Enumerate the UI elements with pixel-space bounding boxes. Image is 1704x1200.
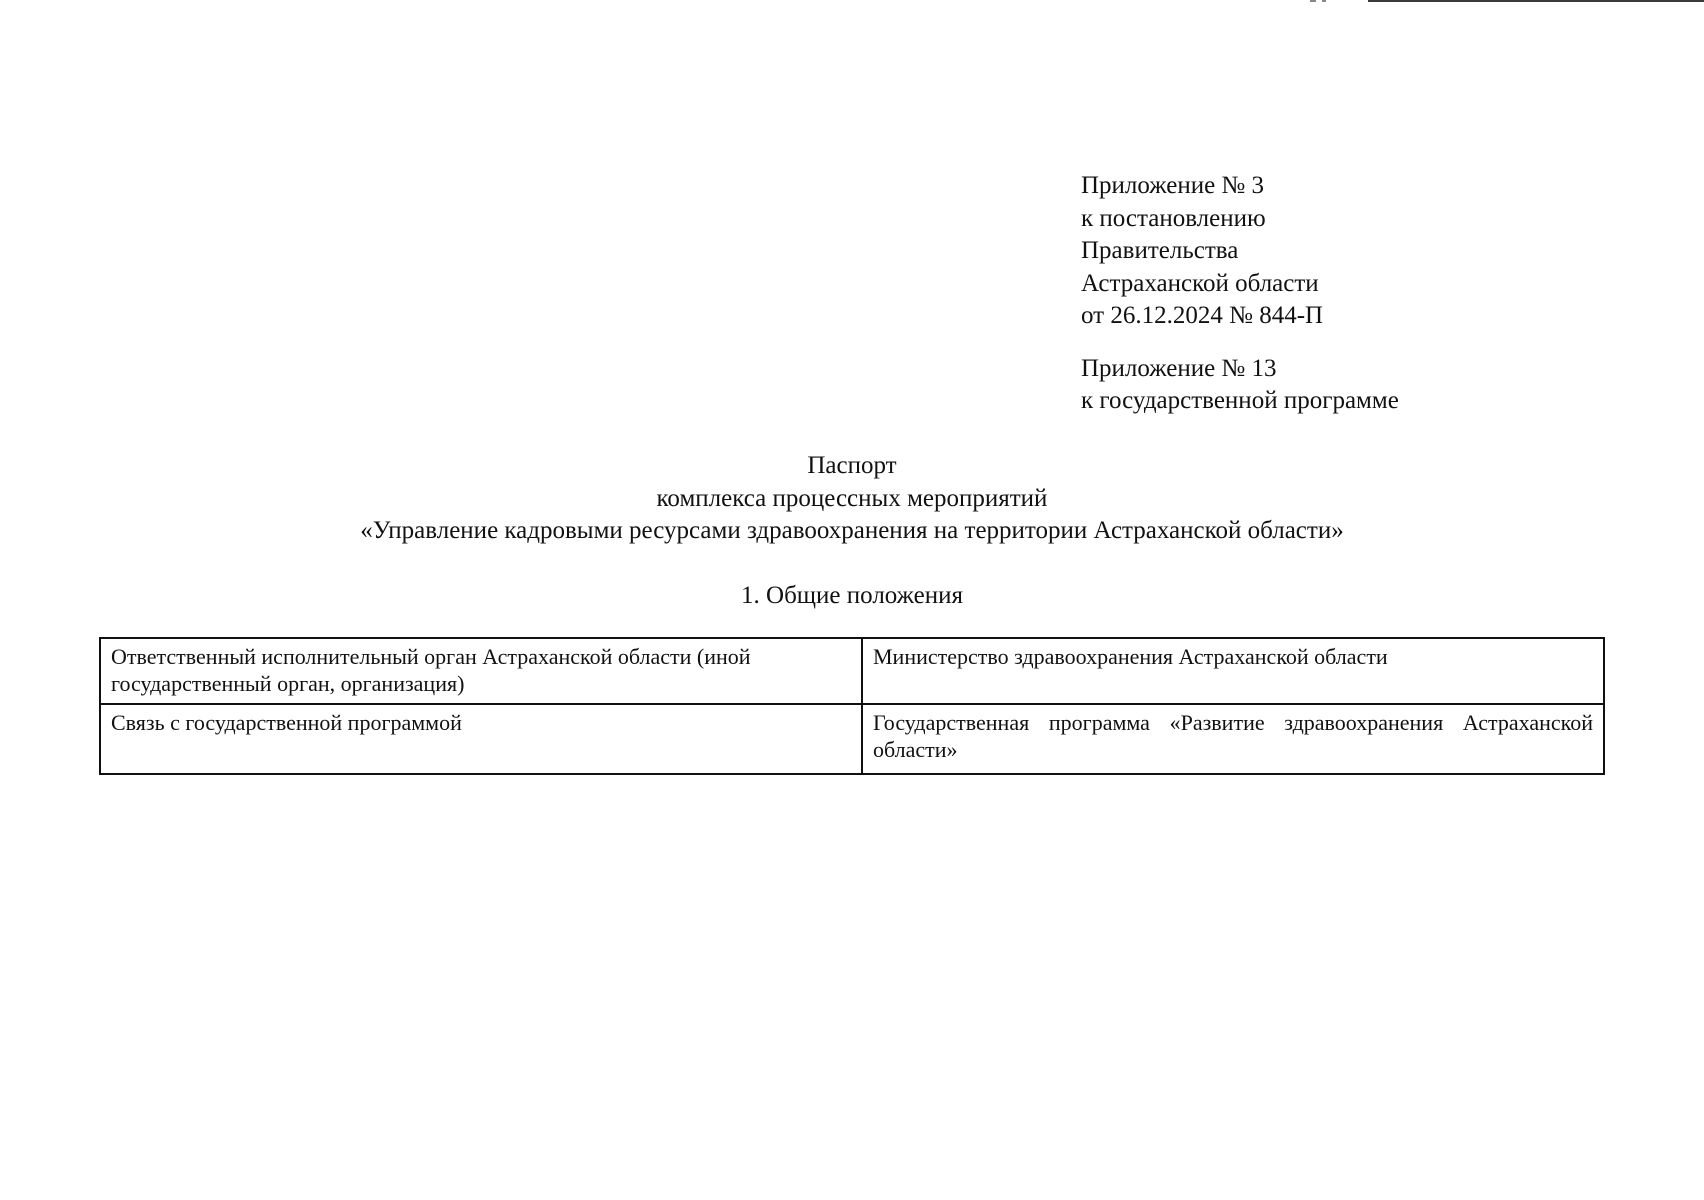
title-complex: комплекса процессных мероприятий xyxy=(656,484,1048,512)
appendix-date-number: от 26.12.2024 № 844-П xyxy=(1081,302,1324,329)
appendix-program-number: Приложение № 13 xyxy=(1081,354,1277,382)
section-heading: 1. Общие положения xyxy=(741,582,963,609)
table-row xyxy=(100,704,1604,774)
appendix-block xyxy=(1081,170,1399,418)
document-title xyxy=(0,450,1704,548)
table-row xyxy=(100,638,1604,704)
appendix-region: Астраханской области xyxy=(1081,269,1319,297)
appendix-resolution: к постановлению xyxy=(1081,204,1266,232)
title-name: «Управление кадровыми ресурсами здравоохранения на территории Астраханской области» xyxy=(360,517,1344,544)
table-cell-value: Государственная программа «Развитие здравоохранения Астраханской области» xyxy=(862,704,1604,774)
appendix-program: к государственной программе xyxy=(1081,387,1399,414)
scan-artifact-dots xyxy=(1310,0,1350,2)
table-cell-label: Связь с государственной программой xyxy=(100,704,862,774)
general-provisions-table xyxy=(99,637,1605,775)
scan-artifact-line xyxy=(1368,0,1704,2)
title-passport: Паспорт xyxy=(807,452,897,479)
appendix-government: Правительства xyxy=(1081,237,1239,264)
appendix-number: Приложение № 3 xyxy=(1081,172,1265,199)
table-cell-label: Ответственный исполнительный орган Астраханской области (иной государственный орган, организация) xyxy=(100,638,862,704)
table-cell-value: Министерство здравоохранения Астраханской области xyxy=(862,638,1604,704)
